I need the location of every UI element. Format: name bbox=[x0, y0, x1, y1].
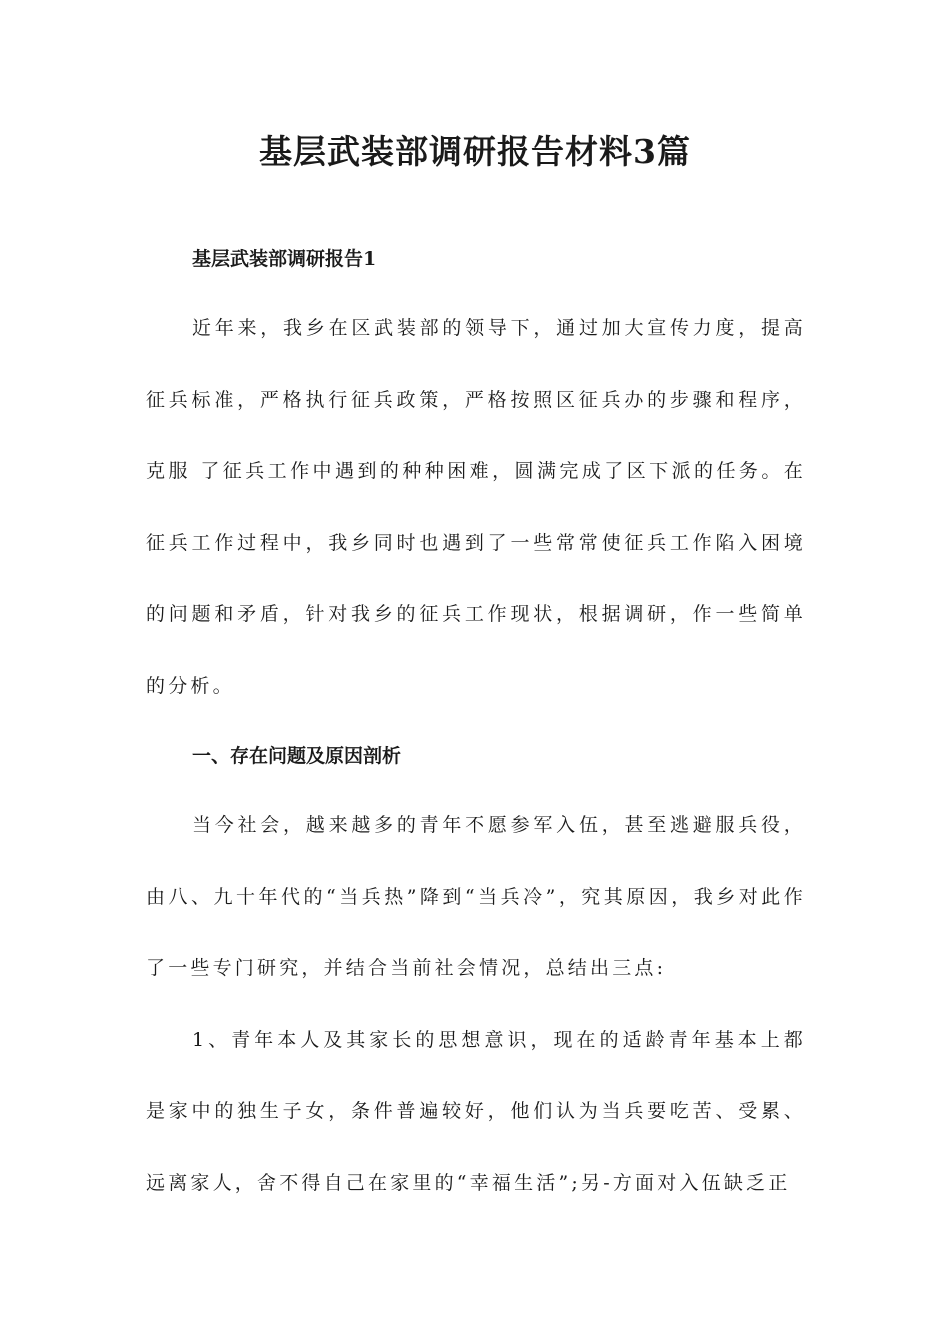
document-body bbox=[146, 225, 806, 1219]
paragraph: 近年来，我乡在区武装部的领导下，通过加大宣传力度，提高征兵标准，严格执行征兵政策，严格按照区征兵办的步骤和程序，克服 了征兵工作中遇到的种种困难，圆满完成了区下派的任务。在征兵工作过程中，我乡同时也遇到了一些常常使征兵工作陷入困境的问题和矛盾，针对我乡的征兵工作现状，根据调研，作一些简单的分析。 bbox=[146, 317, 806, 697]
paragraph: 1、青年本人及其家长的思想意识，现在的适龄青年基本上都是家中的独生子女，条件普遍较好，他们认为当兵要吃苦、受累、远离家人，舍不得自己在家里的“幸福生活”;另-方面对入伍缺乏正 bbox=[146, 1028, 806, 1194]
section-heading: 一、存在问题及原因剖析 bbox=[192, 745, 402, 767]
document-title: 基层武装部调研报告材料3篇 bbox=[259, 132, 691, 171]
paragraph: 当今社会，越来越多的青年不愿参军入伍，甚至逃避服兵役，由八、九十年代的“当兵热”降到“当兵冷”，究其原因，我乡对此作了一些专门研究，并结合当前社会情况，总结出三点: bbox=[146, 814, 806, 979]
section-heading: 基层武装部调研报告1 bbox=[192, 248, 377, 270]
